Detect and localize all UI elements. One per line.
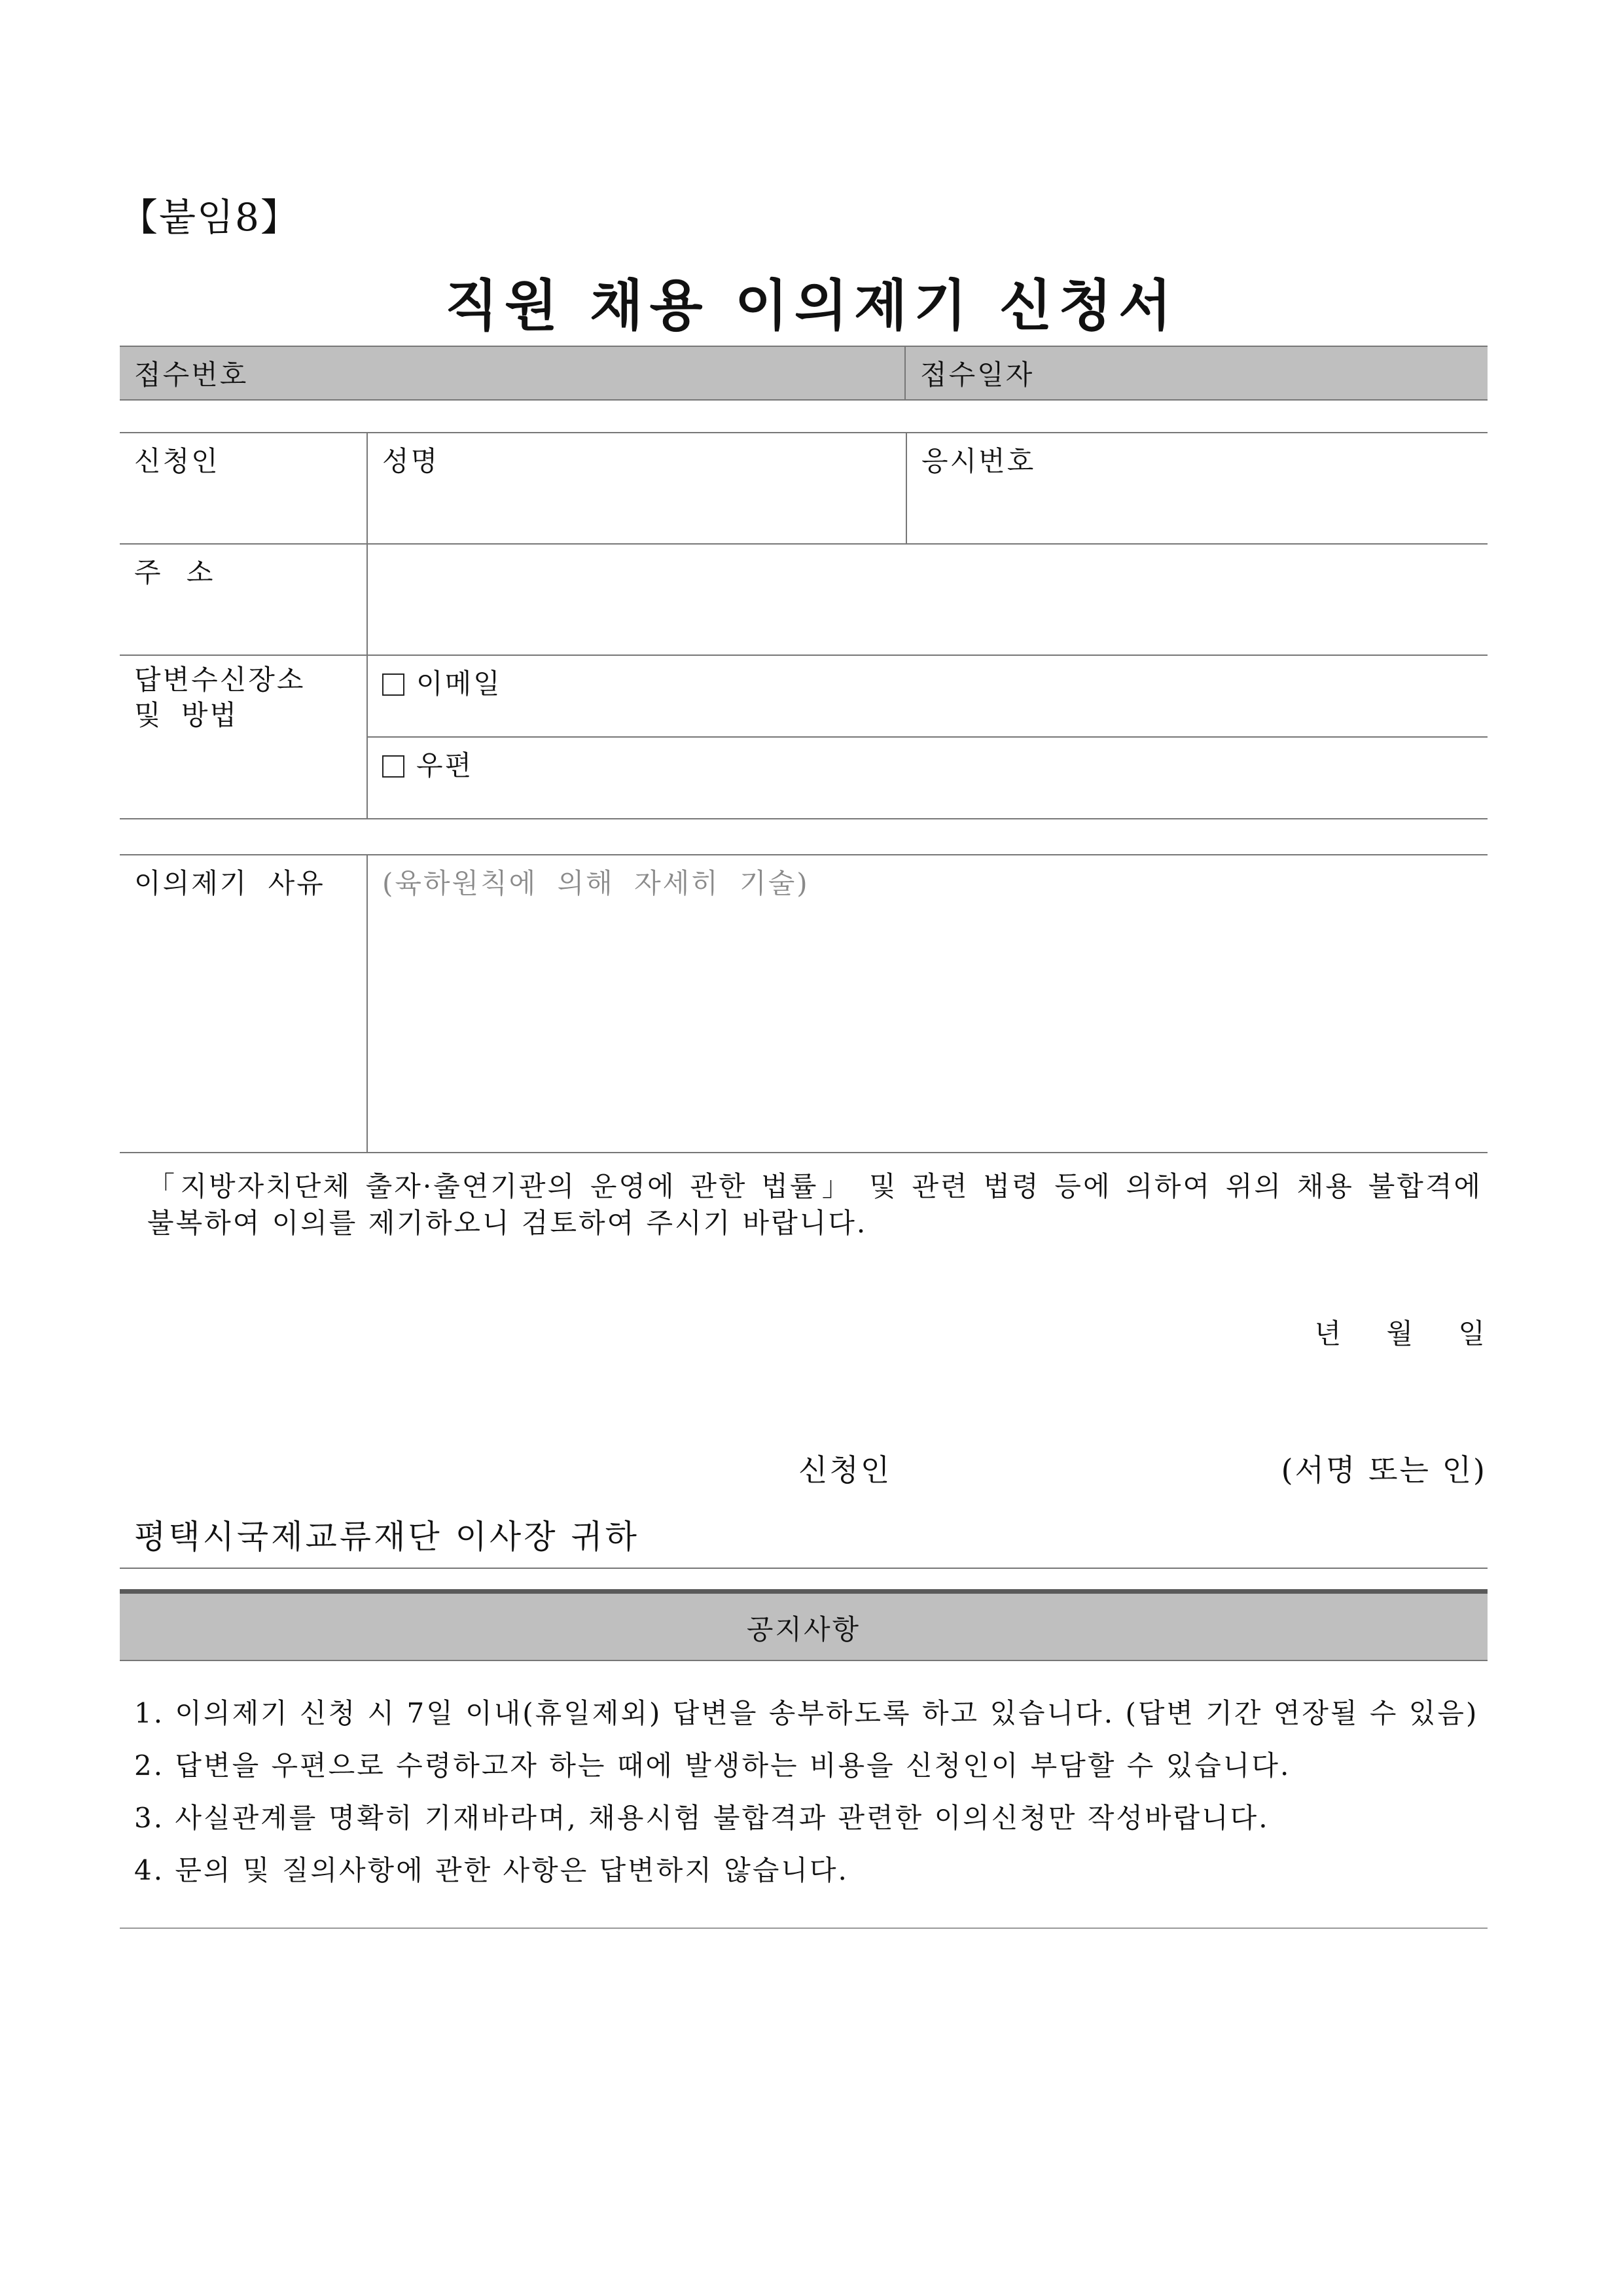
attachment-label: 【붙임8】 xyxy=(120,195,300,240)
receipt-number-field[interactable] xyxy=(120,346,905,400)
post-option-label: 우편 xyxy=(416,749,474,781)
form-title: 직원 채용 이의제기 신청서 xyxy=(444,274,1179,338)
statement-line-1: 「지방자치단체 출자·출연기관의 운영에 관한 법률」 및 관련 법령 등에 의하여 위의 채용 불합격에 xyxy=(147,1170,1482,1202)
applicant-label-cell xyxy=(120,433,367,544)
address-field[interactable] xyxy=(367,544,1488,655)
reply-email-option[interactable] xyxy=(367,655,1488,737)
reply-post-option[interactable] xyxy=(367,737,1488,819)
statement-line-2: 불복하여 이의를 제기하오니 검토하여 주시기 바랍니다. xyxy=(147,1207,868,1239)
applicant-table xyxy=(120,432,1488,819)
notice-list xyxy=(134,1695,1482,1905)
notice-item: 1. 이의제기 신청 시 7일 이내(휴일제외) 답변을 송부하도록 하고 있습니다. (답변 기간 연장될 수 있음) xyxy=(134,1697,1479,1729)
receipt-date-field[interactable] xyxy=(905,346,1488,400)
divider xyxy=(120,1568,1488,1569)
objection-label: 이의제기 사유 xyxy=(134,867,325,899)
exam-number-label: 응시번호 xyxy=(921,445,1036,477)
reply-method-label-cell xyxy=(120,655,367,819)
declaration-statement xyxy=(147,1168,1482,1242)
receipt-table xyxy=(120,346,1488,401)
objection-placeholder: (육하원칙에 의해 자세히 기술) xyxy=(382,867,810,899)
bottom-divider xyxy=(120,1928,1488,1929)
objection-table xyxy=(120,854,1488,1153)
signature-hint[interactable]: (서명 또는 인) xyxy=(1281,1452,1487,1488)
reply-method-label: 답변수신장소 및 방법 xyxy=(134,664,306,731)
receipt-number-label: 접수번호 xyxy=(134,359,249,391)
addressee: 평택시국제교류재단 이사장 귀하 xyxy=(134,1518,639,1556)
name-label: 성명 xyxy=(382,445,440,477)
notice-item: 2. 답변을 우편으로 수령하고자 하는 때에 발생하는 비용을 신청인이 부담할 수 있습니다. xyxy=(134,1749,1291,1782)
objection-reason-field[interactable] xyxy=(367,855,1488,1153)
notice-item: 4. 문의 및 질의사항에 관한 사항은 답변하지 않습니다. xyxy=(134,1854,849,1886)
post-checkbox[interactable] xyxy=(382,755,404,778)
objection-label-cell xyxy=(120,855,367,1153)
email-checkbox[interactable] xyxy=(382,673,404,696)
email-option-label: 이메일 xyxy=(416,668,502,700)
notice-item: 3. 사실관계를 명확히 기재바라며, 채용시험 불합격과 관련한 이의신청만 작성바랍니다. xyxy=(134,1802,1270,1834)
receipt-date-label: 접수일자 xyxy=(920,359,1035,391)
address-label: 주 소 xyxy=(134,556,215,588)
exam-number-field[interactable] xyxy=(906,433,1488,544)
notice-heading: 공지사항 xyxy=(120,1589,1488,1661)
date-line[interactable]: 년 월 일 xyxy=(1314,1318,1487,1350)
address-label-cell xyxy=(120,544,367,655)
applicant-label: 신청인 xyxy=(134,445,220,477)
name-field[interactable] xyxy=(367,433,906,544)
signature-applicant-label: 신청인 xyxy=(798,1452,892,1488)
